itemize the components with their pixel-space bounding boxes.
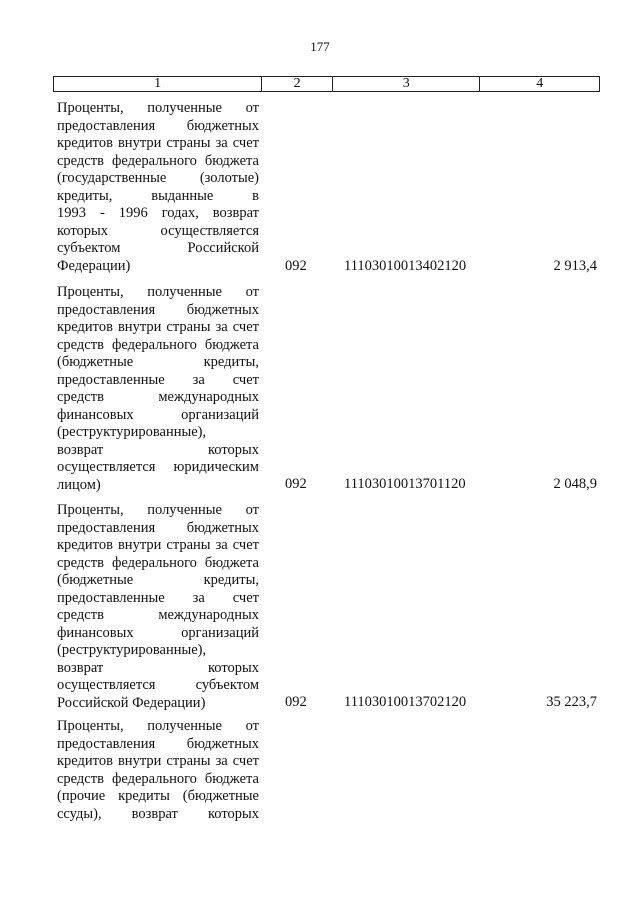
description-line: предоставленные за счет bbox=[57, 589, 259, 606]
description-line: Проценты, полученные от bbox=[57, 284, 259, 300]
description-line: финансовых организаций bbox=[57, 624, 259, 641]
description-line: лицом) bbox=[57, 476, 101, 493]
description-line: кредитов внутри страны за счет bbox=[57, 537, 259, 553]
description-line: которых осуществляется bbox=[57, 222, 259, 239]
row-description bbox=[57, 284, 259, 494]
description-line: (бюджетные кредиты, bbox=[57, 572, 259, 588]
description-line: кредиты, выданные в bbox=[57, 187, 259, 204]
description-line: 1993 - 1996 годах, возврат bbox=[57, 205, 259, 221]
amount: 35 223,7 bbox=[546, 694, 597, 710]
description-line: средств федерального бюджета bbox=[57, 336, 259, 353]
description-line: предоставления бюджетных bbox=[57, 519, 259, 536]
description-line: (бюджетные кредиты, bbox=[57, 354, 259, 370]
admin-code: 092 bbox=[285, 476, 307, 492]
description-line: (государственные (золотые) bbox=[57, 170, 259, 186]
description-line: возврат которых bbox=[57, 441, 259, 458]
description-line: Проценты, полученные от bbox=[57, 502, 259, 518]
description-line: средств федерального бюджета bbox=[57, 770, 259, 787]
kbk-code: 11103010013702120 bbox=[344, 694, 467, 710]
description-line: (реструктурированные), bbox=[57, 642, 207, 658]
description-line: осуществляется субъектом bbox=[57, 677, 259, 693]
description-line: предоставления бюджетных bbox=[57, 117, 259, 134]
description-line: Проценты, полученные от bbox=[57, 100, 259, 116]
description-line: ссуды), возврат которых bbox=[57, 805, 259, 822]
admin-code: 092 bbox=[285, 694, 307, 710]
description-line: кредитов внутри страны за счет bbox=[57, 135, 259, 151]
header-col-3: 3 bbox=[332, 77, 479, 91]
description-line: (реструктурированные), bbox=[57, 424, 207, 440]
header-col-4: 4 bbox=[479, 77, 599, 91]
admin-code: 092 bbox=[285, 258, 307, 274]
header-col-1: 1 bbox=[154, 76, 162, 91]
amount: 2 048,9 bbox=[553, 476, 597, 492]
description-line: предоставления бюджетных bbox=[57, 301, 259, 318]
row-description bbox=[57, 502, 259, 712]
description-line: Федерации) bbox=[57, 257, 131, 274]
kbk-code: 11103010013402120 bbox=[344, 258, 467, 274]
description-line: средств международных bbox=[57, 389, 259, 405]
description-line: Проценты, полученные от bbox=[57, 718, 259, 734]
description-line: субъектом Российской bbox=[57, 240, 259, 256]
description-line: возврат которых bbox=[57, 659, 259, 676]
table-header bbox=[53, 76, 600, 92]
header-col-2: 2 bbox=[261, 77, 332, 91]
description-line: средств международных bbox=[57, 607, 259, 623]
page-number: 177 bbox=[310, 39, 330, 54]
amount: 2 913,4 bbox=[553, 258, 597, 274]
description-line: средств федерального бюджета bbox=[57, 554, 259, 571]
description-line: Российской Федерации) bbox=[57, 694, 206, 711]
description-line: предоставленные за счет bbox=[57, 371, 259, 388]
row-description bbox=[57, 100, 259, 275]
description-line: средств федерального бюджета bbox=[57, 152, 259, 169]
row-description bbox=[57, 718, 259, 823]
description-line: осуществляется юридическим bbox=[57, 459, 259, 475]
description-line: кредитов внутри страны за счет bbox=[57, 319, 259, 335]
description-line: (прочие кредиты (бюджетные bbox=[57, 788, 259, 804]
description-line: кредитов внутри страны за счет bbox=[57, 753, 259, 769]
kbk-code: 11103010013701120 bbox=[344, 476, 466, 492]
description-line: финансовых организаций bbox=[57, 406, 259, 423]
description-line: предоставления бюджетных bbox=[57, 735, 259, 752]
